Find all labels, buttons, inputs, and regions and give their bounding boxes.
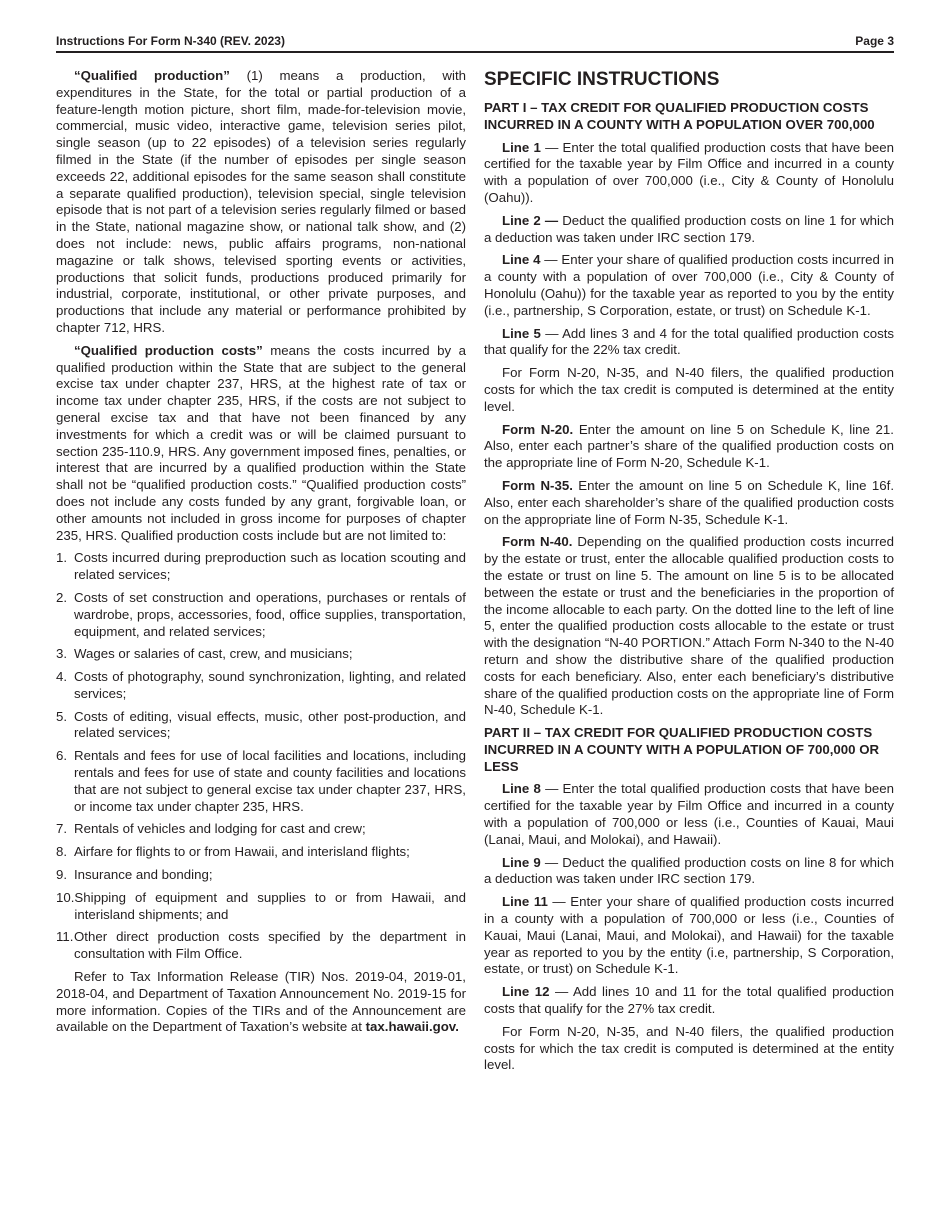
list-number: 8. bbox=[56, 844, 68, 860]
list-item bbox=[56, 646, 466, 663]
instruction-text: Enter the amount on line 5 on Schedule K, line 16f. Also, enter each shareholder’s share of the qualified production costs on the appropriate line of Form N-35, Schedule K-1. bbox=[484, 477, 894, 527]
list-number: 10. bbox=[56, 889, 75, 905]
qualified-production-costs-definition: means the costs incurred by a qualified production within the State that are subject to the general excise tax under chapter 237, HRS, at the highest rate of tax or income tax under chapter 235, HRS, if the costs are not subject to general excise tax and that have not been financed by any investments for which a credit was or will be claimed pursuant to section 235-110.9, HRS. Any government imposed fines, penalties, or interest that are incurred by a qualified production within the State shall not be “qualified production costs.” “Qualified production costs” does not include any costs funded by any grant, forgivable loan, or other amounts not included in gross income for purposes of chapter 235, HRS. Qualified production costs include but are not limited to: bbox=[56, 342, 466, 543]
list-number: 6. bbox=[56, 748, 68, 764]
list-text: Costs incurred during preproduction such as location scouting and related services; bbox=[74, 550, 466, 583]
instruction-text: Deduct the qualified production costs on line 1 for which a deduction was taken under IRC section 179. bbox=[484, 212, 894, 245]
list-text: Rentals and fees for use of local facilities and locations, including rentals and fees for use of state and county facilities and locations that are not subject to general excise tax under chapter 237, HRS, or income tax under chapter 235, HRS. bbox=[74, 748, 466, 814]
instruction-paragraph bbox=[484, 1024, 894, 1074]
instruction-text: — Enter the total qualified production costs that have been certified for the taxable year by Film Office and incurred in a county with a population of over 700,000 (i.e., City & County of Honolulu (Oahu)). bbox=[484, 139, 894, 205]
instruction-paragraph bbox=[484, 894, 894, 978]
instruction-label: Form N-35. bbox=[502, 477, 573, 493]
instruction-paragraph bbox=[484, 140, 894, 207]
instruction-label: Line 11 bbox=[502, 894, 548, 910]
instruction-paragraph bbox=[484, 478, 894, 528]
part-1-heading: PART I – TAX CREDIT FOR QUALIFIED PRODUCTION COSTS INCURRED IN A COUNTY WITH A POPULATION OVER 700,000 bbox=[484, 100, 875, 132]
specific-instructions-heading: SPECIFIC INSTRUCTIONS bbox=[484, 69, 720, 90]
form-title: Instructions For Form N-340 (REV. 2023) bbox=[56, 34, 285, 48]
list-item bbox=[56, 844, 466, 861]
list-text: Shipping of equipment and supplies to or from Hawaii, and interisland shipments; and bbox=[74, 889, 466, 922]
page-header bbox=[56, 34, 894, 53]
instruction-label: Line 4 bbox=[502, 252, 541, 268]
instruction-paragraph bbox=[484, 422, 894, 472]
instruction-label: Line 2 — bbox=[502, 212, 559, 228]
instruction-label: Line 1 bbox=[502, 139, 541, 155]
instruction-text: — Enter the total qualified production costs that have been certified for the taxable year by Film Office and incurred in a county with a population of 700,000 or less (i.e., Counties of Kauai, Maui (Lanai, Maui, and Molokai), and Hawaii). bbox=[484, 781, 894, 847]
qualified-production-costs-term: “Qualified production costs” bbox=[74, 342, 263, 358]
refer-paragraph bbox=[56, 969, 466, 1036]
list-number: 3. bbox=[56, 646, 68, 662]
instruction-paragraph bbox=[484, 213, 894, 247]
qualified-production-definition: (1) means a production, with expenditures in the State, for the total or partial production of a feature-length motion picture, short film, made-for-television movie, commercial, music video, interactive game, television series pilot, single season (up to 22 episodes) of a television series regularly filmed in the State (if the number of episodes per single season exceeds 22, additional episodes for the same season shall constitute a separate qualified production), television special, single television episode that is not part of a television series regularly filmed or based in the State, national magazine show, or national talk show, and (2) does not include: news, public affairs programs, non-national magazine or talk shows, televised sporting events or activities, productions that solicit funds, productions produced primarily for industrial, corporate, institutional, or other private purposes, and productions that include any material or performance prohibited by chapter 712, HRS. bbox=[56, 68, 466, 335]
list-number: 11. bbox=[56, 929, 74, 945]
production-costs-list bbox=[56, 550, 466, 963]
list-text: Rentals of vehicles and lodging for cast and crew; bbox=[74, 821, 366, 837]
list-item bbox=[56, 590, 466, 640]
list-number: 4. bbox=[56, 669, 68, 685]
list-text: Airfare for flights to or from Hawaii, and interisland flights; bbox=[74, 844, 410, 860]
qualified-production-costs-paragraph bbox=[56, 343, 466, 545]
list-item bbox=[56, 929, 466, 963]
instruction-label: Line 8 bbox=[502, 781, 541, 797]
refer-text: Refer to Tax Information Release (TIR) Nos. 2019-04, 2019-01, 2018-04, and Department of Taxation Announcement No. 2019-15 for more information. Copies of the TIRs and of the Announcement are available on the Department of Taxation’s website at bbox=[56, 969, 466, 1035]
instruction-label: Form N-40. bbox=[502, 534, 573, 550]
list-item bbox=[56, 890, 466, 924]
instruction-paragraph bbox=[484, 855, 894, 889]
instruction-text: — Enter your share of qualified production costs incurred in a county with a population of over 700,000 (i.e., City & County of Honolulu (Oahu)) for the taxable year as reported to you by the entity (i.e., partnership, S Corporation, estate, or trust) on Schedule K-1. bbox=[484, 252, 895, 318]
qualified-production-term: “Qualified production” bbox=[74, 68, 230, 83]
instruction-paragraph bbox=[484, 252, 894, 319]
list-text: Costs of set construction and operations, purchases or rentals of wardrobe, props, accessories, food, office supplies, transportation, equipment, and related services; bbox=[74, 589, 466, 639]
instruction-label: Form N-20. bbox=[502, 421, 574, 437]
instruction-paragraph bbox=[484, 326, 894, 360]
instruction-text: For Form N-20, N-35, and N-40 filers, the qualified production costs for which the tax credit is computed is determined at the entity level. bbox=[484, 365, 894, 414]
instruction-text: — Add lines 10 and 11 for the total qualified production costs that qualify for the 27% tax credit. bbox=[484, 984, 894, 1017]
list-item bbox=[56, 748, 466, 815]
list-number: 5. bbox=[56, 708, 68, 724]
instruction-paragraph bbox=[484, 534, 894, 719]
list-item bbox=[56, 821, 466, 838]
instruction-text: — Enter your share of qualified production costs incurred in a county with a population of 700,000 or less (i.e., Counties of Kauai, Maui (Lanai, Maui, and Molokai), and Hawaii) for the taxable year as reported to you by the entity (i.e, partnership, S Corporation, estate, or trust) on Schedule K-1. bbox=[484, 894, 894, 977]
list-text: Wages or salaries of cast, crew, and musicians; bbox=[74, 646, 353, 662]
list-number: 2. bbox=[56, 589, 68, 605]
instruction-label: Line 12 bbox=[502, 984, 550, 1000]
instruction-text: — Deduct the qualified production costs on line 8 for which a deduction was taken under IRC section 179. bbox=[484, 854, 894, 887]
list-text: Costs of photography, sound synchronization, lighting, and related services; bbox=[74, 669, 466, 701]
list-text: Costs of editing, visual effects, music, other post-production, and related services; bbox=[74, 708, 466, 741]
list-number: 7. bbox=[56, 821, 68, 837]
right-column bbox=[484, 68, 894, 1080]
instruction-paragraph bbox=[484, 984, 894, 1018]
instruction-text: — Add lines 3 and 4 for the total qualified production costs that qualify for the 22% tax credit. bbox=[484, 325, 895, 358]
list-item bbox=[56, 709, 466, 743]
list-number: 9. bbox=[56, 867, 68, 883]
list-item bbox=[56, 550, 466, 584]
page-number: Page 3 bbox=[855, 34, 894, 48]
list-item bbox=[56, 867, 466, 884]
list-text: Insurance and bonding; bbox=[74, 867, 213, 883]
instruction-label: Line 5 bbox=[502, 325, 541, 341]
instruction-label: Line 9 bbox=[502, 854, 541, 870]
qualified-production-paragraph bbox=[56, 68, 466, 337]
list-text: Other direct production costs specified by the department in consultation with Film Office. bbox=[74, 929, 466, 962]
instruction-text: For Form N-20, N-35, and N-40 filers, the qualified production costs for which the tax credit is computed is determined at the entity level. bbox=[484, 1023, 894, 1073]
instruction-paragraph bbox=[484, 365, 894, 415]
website-link[interactable]: tax.hawaii.gov. bbox=[365, 1019, 459, 1035]
list-item bbox=[56, 669, 466, 703]
instruction-paragraph bbox=[484, 781, 894, 848]
list-number: 1. bbox=[56, 550, 68, 566]
part-2-heading: PART II – TAX CREDIT FOR QUALIFIED PRODUCTION COSTS INCURRED IN A COUNTY WITH A POPULATION OF 700,000 OR LESS bbox=[484, 725, 880, 774]
instruction-text: Enter the amount on line 5 on Schedule K, line 21. Also, enter each partner’s share of the qualified production costs on the appropriate line of Form N-20, Schedule K-1. bbox=[484, 421, 894, 471]
instruction-text: Depending on the qualified production costs incurred by the estate or trust, enter the allocable qualified production costs to the estate or trust on line 5. The amount on line 5 is to be allocated between the estate or trust and the beneficiaries in the proportion of the income allocable to each party. On the dotted line to the left of line 5, enter the qualified production costs allocable to the estate or trust with the designation “N-40 PORTION.” Attach Form N-340 to the N-40 return and show the distributive share of the qualified production costs for each beneficiary. Also, enter each beneficiary’s distributive share of the qualified production costs on the appropriate line of Form N-40, Schedule K-1. bbox=[484, 534, 894, 718]
left-column bbox=[56, 68, 466, 1042]
